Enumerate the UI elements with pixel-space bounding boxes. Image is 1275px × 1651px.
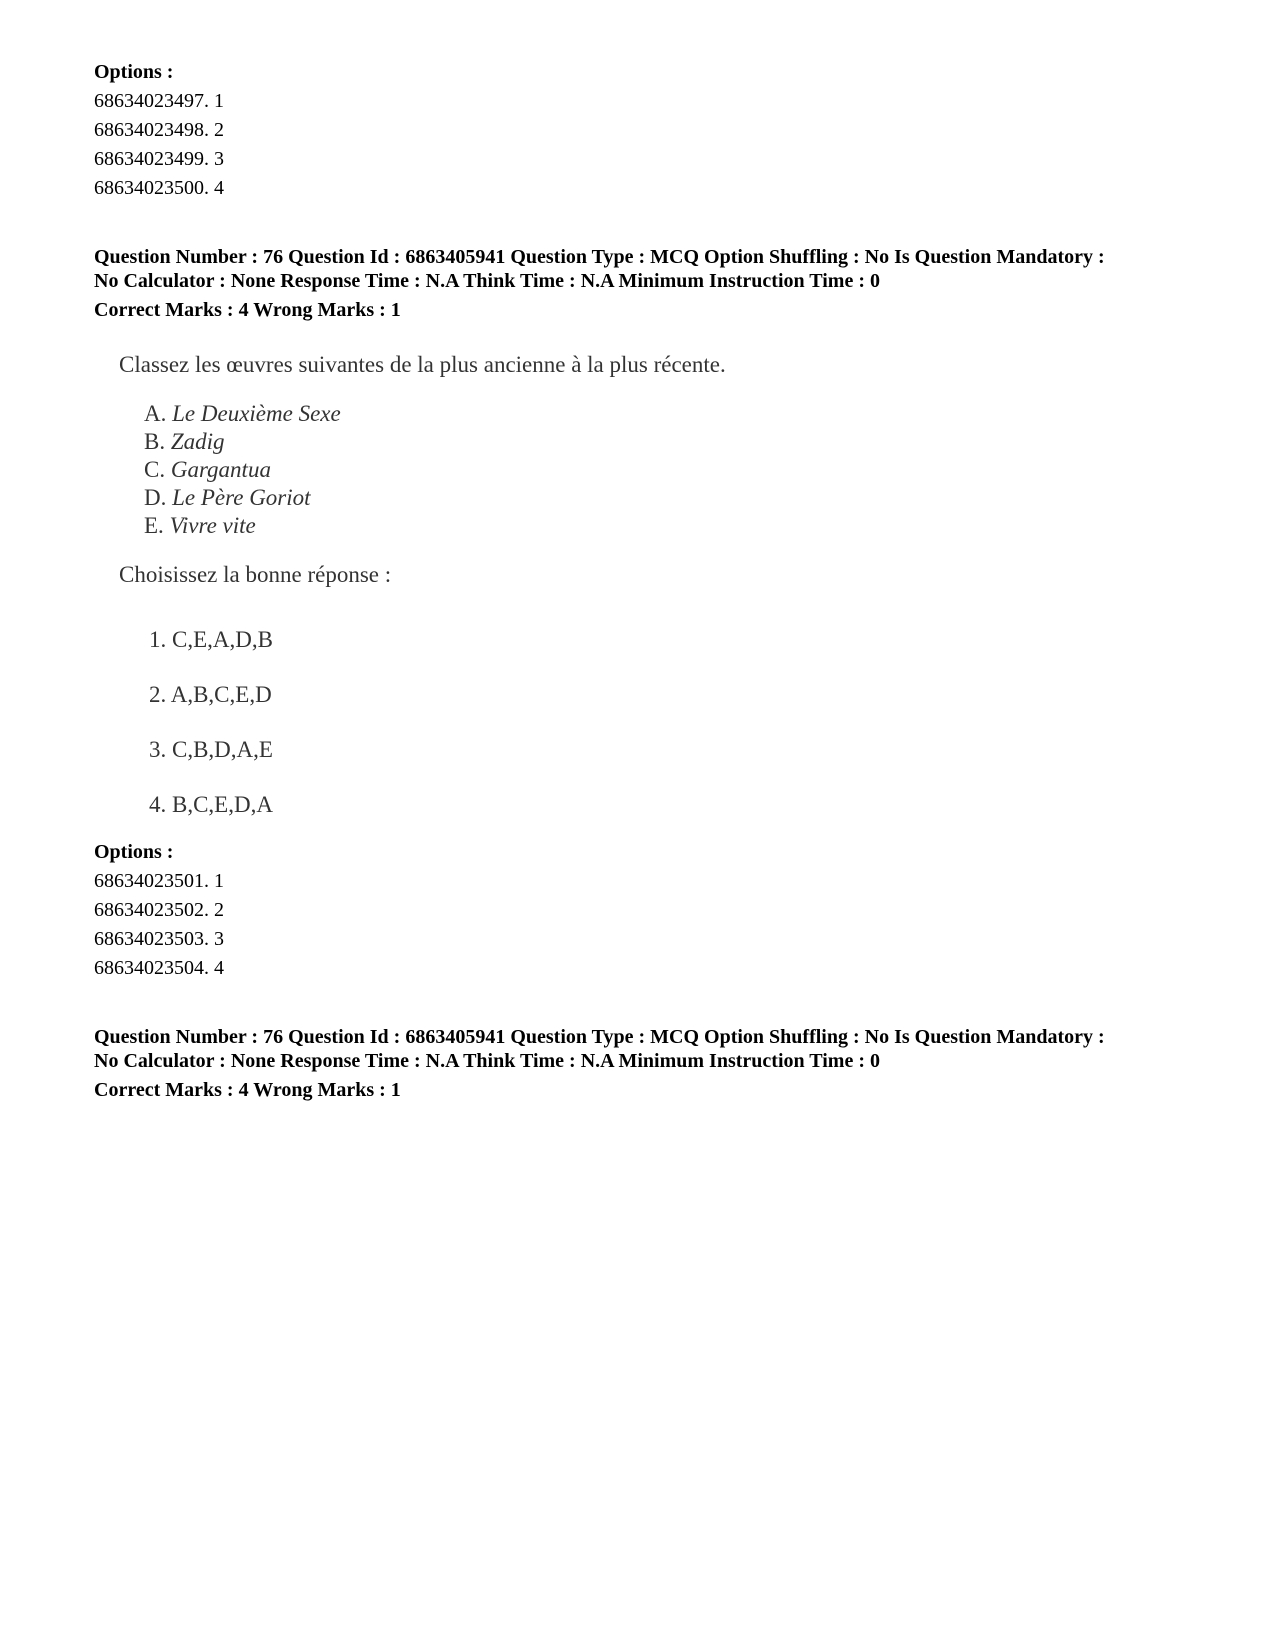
answer-choice: 2. A,B,C,E,D — [149, 682, 272, 707]
work-item — [144, 428, 819, 456]
question-prompt: Choisissez la bonne réponse : — [119, 562, 392, 587]
answer-choices — [149, 612, 819, 832]
question-meta-line-1: Question Number : 76 Question Id : 6863405941 Question Type : MCQ Option Shuffling : No Is Question Mandatory : — [94, 246, 1105, 268]
question-meta-line-1: Question Number : 76 Question Id : 6863405941 Question Type : MCQ Option Shuffling : No Is Question Mandatory : — [94, 1026, 1105, 1048]
work-letter: A. — [144, 401, 167, 426]
work-letter: B. — [144, 429, 166, 454]
work-item — [144, 456, 819, 484]
work-letter: D. — [144, 485, 167, 510]
work-item — [144, 484, 819, 512]
work-item — [144, 400, 819, 428]
work-title: Le Deuxième Sexe — [172, 401, 341, 426]
work-title: Le Père Goriot — [172, 485, 311, 510]
option-item: 68634023499. 3 — [94, 148, 224, 170]
work-letter: E. — [144, 513, 164, 538]
work-title: Gargantua — [170, 457, 271, 482]
question-header-1 — [94, 245, 1214, 322]
options-block-1 — [94, 58, 224, 203]
question-marks: Correct Marks : 4 Wrong Marks : 1 — [94, 1079, 401, 1101]
options-header: Options : — [94, 841, 174, 863]
option-item: 68634023501. 1 — [94, 870, 224, 892]
option-item: 68634023497. 1 — [94, 90, 224, 112]
question-body — [119, 350, 819, 832]
options-header: Options : — [94, 61, 174, 83]
question-stem: Classez les œuvres suivantes de la plus ancienne à la plus récente. — [119, 352, 726, 377]
work-title: Zadig — [170, 429, 225, 454]
question-marks: Correct Marks : 4 Wrong Marks : 1 — [94, 299, 401, 321]
option-item: 68634023500. 4 — [94, 177, 224, 199]
option-item: 68634023503. 3 — [94, 928, 224, 950]
answer-choice: 1. C,E,A,D,B — [149, 627, 273, 652]
question-meta-line-2: No Calculator : None Response Time : N.A Think Time : N.A Minimum Instruction Time : 0 — [94, 1050, 880, 1072]
options-block-2 — [94, 838, 224, 983]
option-item: 68634023498. 2 — [94, 119, 224, 141]
work-title: Vivre vite — [169, 513, 256, 538]
option-item: 68634023504. 4 — [94, 957, 224, 979]
answer-choice: 4. B,C,E,D,A — [149, 792, 273, 817]
work-letter: C. — [144, 457, 166, 482]
question-header-2 — [94, 1025, 1214, 1102]
answer-choice: 3. C,B,D,A,E — [149, 737, 273, 762]
works-list — [144, 400, 819, 540]
work-item — [144, 512, 819, 540]
option-item: 68634023502. 2 — [94, 899, 224, 921]
question-meta-line-2: No Calculator : None Response Time : N.A Think Time : N.A Minimum Instruction Time : 0 — [94, 270, 880, 292]
